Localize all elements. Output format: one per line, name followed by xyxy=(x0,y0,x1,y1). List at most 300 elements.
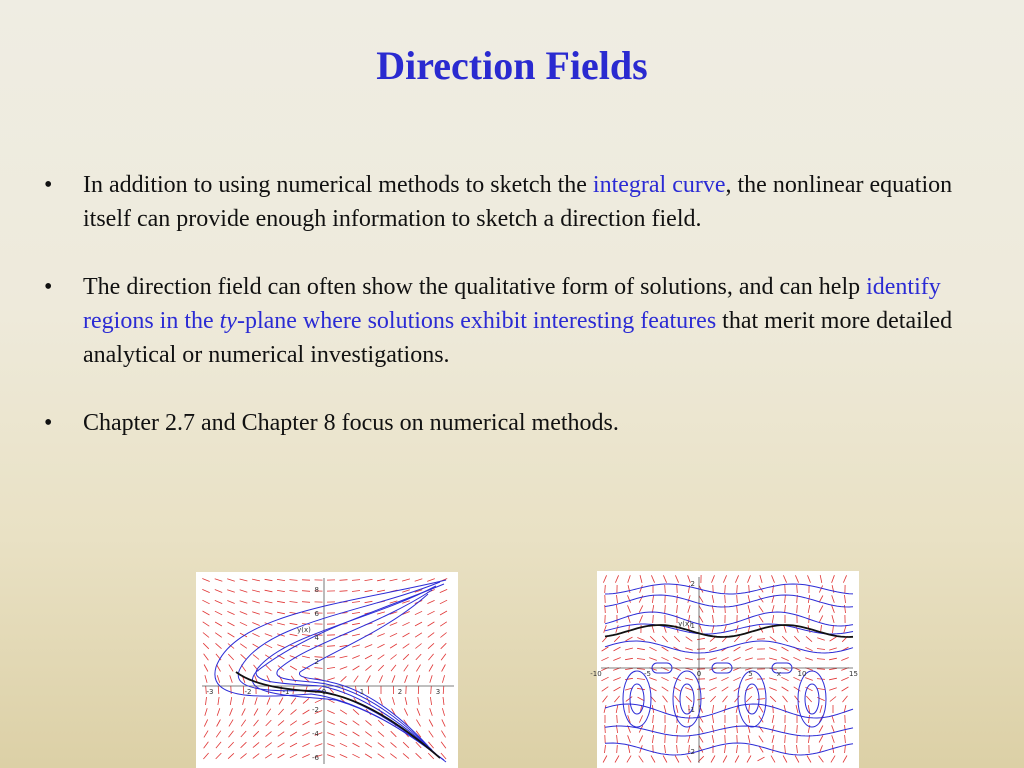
tick-label: 8 xyxy=(314,586,319,594)
field-arrow xyxy=(757,639,765,640)
field-arrow xyxy=(747,756,751,763)
field-arrow xyxy=(651,575,654,582)
field-arrow xyxy=(677,745,678,753)
field-arrow xyxy=(353,721,360,726)
tick-label: 1 xyxy=(690,622,695,630)
tick-label: 2 xyxy=(397,688,403,696)
field-arrow xyxy=(390,644,397,648)
field-arrow xyxy=(277,645,284,648)
field-arrow xyxy=(737,585,738,593)
field-arrow xyxy=(227,579,235,581)
field-arrow xyxy=(241,742,247,748)
plot-axes xyxy=(601,577,853,763)
field-arrow xyxy=(228,753,234,758)
field-arrow xyxy=(697,649,705,650)
field-arrow xyxy=(417,675,420,683)
field-arrow xyxy=(806,696,811,702)
field-arrow xyxy=(772,715,774,723)
field-arrow xyxy=(217,720,221,727)
tick-label: -10 xyxy=(590,670,602,678)
field-arrow xyxy=(748,615,749,623)
field-arrow xyxy=(665,725,666,733)
field-arrow xyxy=(215,579,223,582)
field-arrow xyxy=(709,678,717,681)
field-arrow xyxy=(427,611,434,615)
field-arrow xyxy=(240,644,247,649)
field-arrow xyxy=(227,611,234,614)
field-arrow xyxy=(748,735,750,743)
tick-label: -2 xyxy=(312,706,319,714)
field-arrow xyxy=(252,579,260,581)
field-arrow xyxy=(230,708,233,715)
field-arrow xyxy=(677,595,678,603)
field-arrow xyxy=(377,644,384,648)
field-arrow xyxy=(204,731,208,738)
field-arrow xyxy=(783,696,788,702)
field-arrow xyxy=(266,720,272,726)
field-arrow xyxy=(416,654,421,660)
field-arrow xyxy=(614,687,621,691)
field-arrow xyxy=(416,665,420,672)
field-arrow xyxy=(290,591,298,592)
field-arrow xyxy=(769,688,776,691)
field-arrow xyxy=(842,687,849,691)
field-arrow xyxy=(628,575,631,583)
field-arrow xyxy=(665,605,666,613)
bullet-marker: • xyxy=(44,410,53,436)
field-arrow xyxy=(365,754,372,758)
field-arrow xyxy=(773,705,774,713)
field-arrow xyxy=(204,719,207,726)
field-arrow xyxy=(216,742,221,748)
field-arrow xyxy=(391,665,396,671)
field-arrow xyxy=(665,745,666,753)
field-arrow xyxy=(216,731,221,738)
bullet-item xyxy=(44,406,994,440)
field-arrow xyxy=(785,595,786,603)
field-arrow xyxy=(302,645,310,646)
field-arrow xyxy=(661,657,668,660)
field-arrow xyxy=(832,585,834,593)
field-arrow xyxy=(651,756,655,763)
tick-label: y(x) xyxy=(297,626,311,634)
field-arrow xyxy=(603,575,606,582)
field-arrow xyxy=(279,698,283,705)
field-arrow xyxy=(817,688,825,689)
field-arrow xyxy=(365,645,372,648)
field-arrow xyxy=(417,708,420,715)
field-arrow xyxy=(327,722,334,725)
field-arrow xyxy=(662,687,669,691)
field-arrow xyxy=(218,686,219,694)
field-arrow xyxy=(748,575,751,582)
field-arrow xyxy=(832,605,835,613)
field-arrow xyxy=(675,696,680,702)
field-arrow xyxy=(808,605,810,613)
field-arrow xyxy=(845,735,846,743)
tick-label: y(x) xyxy=(678,620,692,628)
field-arrow xyxy=(760,575,762,583)
tick-label: 3 xyxy=(435,688,441,696)
field-arrow xyxy=(265,601,273,603)
field-arrow xyxy=(735,756,739,763)
field-arrow xyxy=(378,665,384,671)
closed-orbit xyxy=(630,684,644,714)
field-arrow xyxy=(390,579,398,581)
field-arrow xyxy=(302,635,310,636)
field-arrow xyxy=(615,575,618,582)
field-arrow xyxy=(653,715,654,723)
field-arrow xyxy=(278,754,285,758)
field-arrow xyxy=(807,756,811,763)
field-arrow xyxy=(809,715,810,723)
field-arrow xyxy=(785,725,786,733)
field-arrow xyxy=(712,575,715,582)
field-arrow xyxy=(627,756,631,763)
field-arrow xyxy=(202,589,209,592)
field-arrow xyxy=(783,756,787,763)
field-arrow xyxy=(291,709,297,714)
field-arrow xyxy=(265,634,272,637)
field-arrow xyxy=(725,595,726,603)
field-arrow xyxy=(227,601,234,604)
field-arrow xyxy=(615,756,619,763)
integral-curve-link[interactable]: integral curve xyxy=(592,172,726,198)
field-arrow xyxy=(229,731,234,737)
field-arrow xyxy=(711,756,715,763)
field-arrow xyxy=(664,705,666,713)
field-arrow xyxy=(290,623,298,624)
field-arrow xyxy=(829,688,837,690)
field-arrow xyxy=(723,696,728,702)
field-arrow xyxy=(785,605,786,613)
field-arrow xyxy=(685,648,693,651)
field-arrow xyxy=(605,745,606,753)
field-arrow xyxy=(352,656,359,659)
field-arrow xyxy=(302,743,309,746)
field-arrow xyxy=(265,612,273,614)
field-arrow xyxy=(340,580,348,581)
field-arrow xyxy=(723,575,726,582)
bullet-item xyxy=(44,270,994,372)
field-arrow xyxy=(819,756,824,762)
field-arrow xyxy=(745,648,752,651)
field-arrow xyxy=(278,709,283,715)
field-arrow xyxy=(378,655,385,660)
field-arrow xyxy=(416,720,420,727)
tick-label: -3 xyxy=(206,688,214,696)
field-arrow xyxy=(266,709,271,716)
field-arrow xyxy=(203,622,210,626)
field-arrow xyxy=(759,706,763,713)
field-arrow xyxy=(675,575,678,582)
field-arrow xyxy=(746,696,752,702)
field-arrow xyxy=(737,595,738,603)
field-arrow xyxy=(252,612,260,615)
field-arrow xyxy=(241,731,246,737)
field-arrow xyxy=(785,735,786,743)
field-arrow xyxy=(675,756,679,763)
field-arrow xyxy=(291,676,296,682)
closed-orbit xyxy=(745,684,759,714)
field-arrow xyxy=(699,746,703,753)
field-arrow xyxy=(403,654,409,660)
link-text-part: -plane where solutions exhibit interesting features xyxy=(236,308,717,334)
field-arrow xyxy=(820,705,822,713)
field-arrow xyxy=(378,743,384,748)
field-arrow xyxy=(639,735,642,742)
field-arrow xyxy=(746,637,752,642)
field-arrow xyxy=(748,715,749,723)
field-arrow xyxy=(230,675,233,683)
field-arrow xyxy=(603,696,608,702)
tick-label: x xyxy=(776,670,782,678)
field-arrow xyxy=(265,579,273,580)
tick-label: 5 xyxy=(748,670,753,678)
field-arrow xyxy=(614,647,621,651)
tick-label: -5 xyxy=(644,670,651,678)
field-arrow xyxy=(745,678,753,680)
field-arrow xyxy=(688,595,690,603)
field-arrow xyxy=(202,579,209,582)
field-arrow xyxy=(415,622,422,626)
field-arrow xyxy=(228,633,235,637)
field-arrow xyxy=(734,647,741,651)
field-arrow xyxy=(315,668,323,669)
field-arrow xyxy=(428,643,434,648)
field-arrow xyxy=(392,697,394,705)
field-arrow xyxy=(628,735,631,742)
field-arrow xyxy=(604,625,607,633)
field-arrow xyxy=(278,720,284,725)
field-arrow xyxy=(265,754,272,758)
field-arrow xyxy=(697,689,705,690)
field-arrow xyxy=(340,591,348,592)
field-arrow xyxy=(290,666,297,670)
field-arrow xyxy=(340,721,347,725)
field-arrow xyxy=(759,736,763,743)
field-arrow xyxy=(699,596,703,603)
field-arrow xyxy=(759,606,764,613)
field-arrow xyxy=(686,637,693,642)
field-arrow xyxy=(687,756,691,763)
field-arrow xyxy=(662,636,667,642)
bullet-text xyxy=(83,168,994,236)
field-arrow xyxy=(688,715,690,723)
bullet-marker: • xyxy=(44,172,53,198)
field-arrow xyxy=(367,676,371,683)
field-arrow xyxy=(829,668,837,669)
field-arrow xyxy=(352,580,360,581)
field-arrow xyxy=(353,709,359,714)
field-arrow xyxy=(817,659,825,660)
field-arrow xyxy=(652,625,654,633)
field-arrow xyxy=(820,575,822,583)
field-arrow xyxy=(685,658,693,660)
field-arrow xyxy=(845,745,846,753)
field-arrow xyxy=(390,623,397,626)
bullet-text-part: In addition to using numerical methods to sketch the xyxy=(83,172,593,198)
field-arrow xyxy=(688,605,690,613)
field-arrow xyxy=(725,745,726,753)
field-arrow xyxy=(721,677,728,680)
tick-label: 2 xyxy=(314,658,319,666)
field-arrow xyxy=(628,745,630,753)
tick-label: -1 xyxy=(282,688,290,696)
field-arrow xyxy=(230,697,231,705)
field-arrow xyxy=(215,590,222,593)
field-arrow xyxy=(806,636,812,641)
field-arrow xyxy=(241,720,246,727)
field-arrow xyxy=(403,633,410,637)
field-arrow xyxy=(415,633,422,637)
field-arrow xyxy=(402,622,409,625)
field-arrow xyxy=(604,705,606,713)
field-arrow xyxy=(759,726,764,733)
field-arrow xyxy=(640,585,643,592)
field-arrow xyxy=(205,675,207,683)
field-arrow xyxy=(832,615,834,623)
field-arrow xyxy=(352,754,359,758)
field-arrow xyxy=(830,637,837,641)
tick-label: 0 xyxy=(696,670,702,678)
field-arrow xyxy=(829,678,837,680)
field-arrow xyxy=(352,634,360,636)
field-arrow xyxy=(216,654,221,660)
field-arrow xyxy=(354,676,359,683)
field-arrow xyxy=(428,753,434,759)
field-arrow xyxy=(737,745,738,753)
field-arrow xyxy=(759,616,763,623)
field-arrow xyxy=(341,676,347,681)
field-arrow xyxy=(377,623,385,625)
field-arrow xyxy=(819,585,822,592)
field-arrow xyxy=(652,595,653,603)
field-arrow xyxy=(845,725,846,733)
slide-title: Direction Fields xyxy=(376,43,648,88)
tick-label: -4 xyxy=(312,730,319,738)
field-arrow xyxy=(725,605,726,613)
direction-field-plot-right xyxy=(590,571,859,768)
field-arrow xyxy=(770,637,776,642)
field-arrow xyxy=(277,623,285,625)
field-arrow xyxy=(441,643,447,649)
field-arrow xyxy=(817,649,825,650)
field-arrow xyxy=(735,575,738,582)
field-arrow xyxy=(638,697,645,701)
field-arrow xyxy=(440,622,447,626)
field-arrow xyxy=(676,705,678,713)
integral-curve xyxy=(277,590,432,750)
field-arrow xyxy=(266,731,272,736)
field-arrow xyxy=(390,754,396,759)
field-arrow xyxy=(392,675,395,682)
tick-label: 0 xyxy=(321,688,327,696)
field-arrow xyxy=(340,656,348,658)
field-arrow xyxy=(614,696,619,702)
field-arrow xyxy=(240,622,247,625)
field-arrow xyxy=(228,622,235,626)
field-arrow xyxy=(229,720,233,727)
field-arrow xyxy=(442,719,445,726)
field-arrow xyxy=(240,579,248,581)
field-arrow xyxy=(415,579,423,581)
field-arrow xyxy=(832,715,834,723)
field-arrow xyxy=(829,658,837,660)
field-arrow xyxy=(365,579,373,580)
field-arrow xyxy=(202,600,209,604)
field-arrow xyxy=(430,697,431,705)
field-arrow xyxy=(203,643,209,649)
field-arrow xyxy=(817,679,825,680)
field-arrow xyxy=(253,655,259,660)
field-arrow xyxy=(365,601,373,602)
field-arrow xyxy=(365,590,373,591)
field-arrow xyxy=(725,725,726,733)
field-arrow xyxy=(637,679,645,680)
field-arrow xyxy=(290,580,298,581)
field-arrow xyxy=(783,575,786,582)
field-arrow xyxy=(625,668,633,669)
field-arrow xyxy=(240,590,248,592)
field-arrow xyxy=(758,757,765,761)
tick-label: 10 xyxy=(797,670,807,678)
field-arrow xyxy=(639,756,644,763)
field-arrow xyxy=(677,605,678,613)
field-arrow xyxy=(605,725,606,733)
field-arrow xyxy=(378,720,384,726)
field-arrow xyxy=(724,705,726,713)
field-arrow xyxy=(252,590,260,592)
bullet-item xyxy=(44,168,994,236)
field-arrow xyxy=(404,665,409,672)
field-arrow xyxy=(266,665,272,671)
field-arrow xyxy=(663,575,666,582)
field-arrow xyxy=(832,735,835,743)
field-arrow xyxy=(277,612,285,614)
closed-orbit xyxy=(805,684,819,714)
field-arrow xyxy=(628,605,631,612)
field-arrow xyxy=(265,590,273,592)
field-arrow xyxy=(441,654,446,660)
field-arrow xyxy=(713,615,714,623)
field-arrow xyxy=(772,615,773,623)
field-arrow xyxy=(440,589,447,592)
field-arrow xyxy=(817,669,825,670)
field-arrow xyxy=(603,756,607,763)
field-arrow xyxy=(709,687,716,690)
field-arrow xyxy=(829,648,837,650)
direction-field-left-svg xyxy=(196,572,458,768)
field-arrow xyxy=(665,585,666,593)
field-arrow xyxy=(748,605,750,613)
field-arrow xyxy=(781,677,788,680)
field-arrow xyxy=(217,675,219,683)
field-arrow xyxy=(663,756,667,763)
field-arrow xyxy=(440,600,447,604)
field-arrow xyxy=(797,725,798,733)
field-arrow xyxy=(710,696,715,702)
field-arrow xyxy=(650,636,656,641)
field-arrow xyxy=(805,658,813,661)
field-arrow xyxy=(352,602,360,603)
field-arrow xyxy=(415,611,422,614)
field-arrow xyxy=(712,705,713,713)
field-arrow xyxy=(617,745,618,753)
field-arrow xyxy=(769,678,777,680)
field-arrow xyxy=(404,708,407,715)
closed-orbit xyxy=(623,671,651,727)
